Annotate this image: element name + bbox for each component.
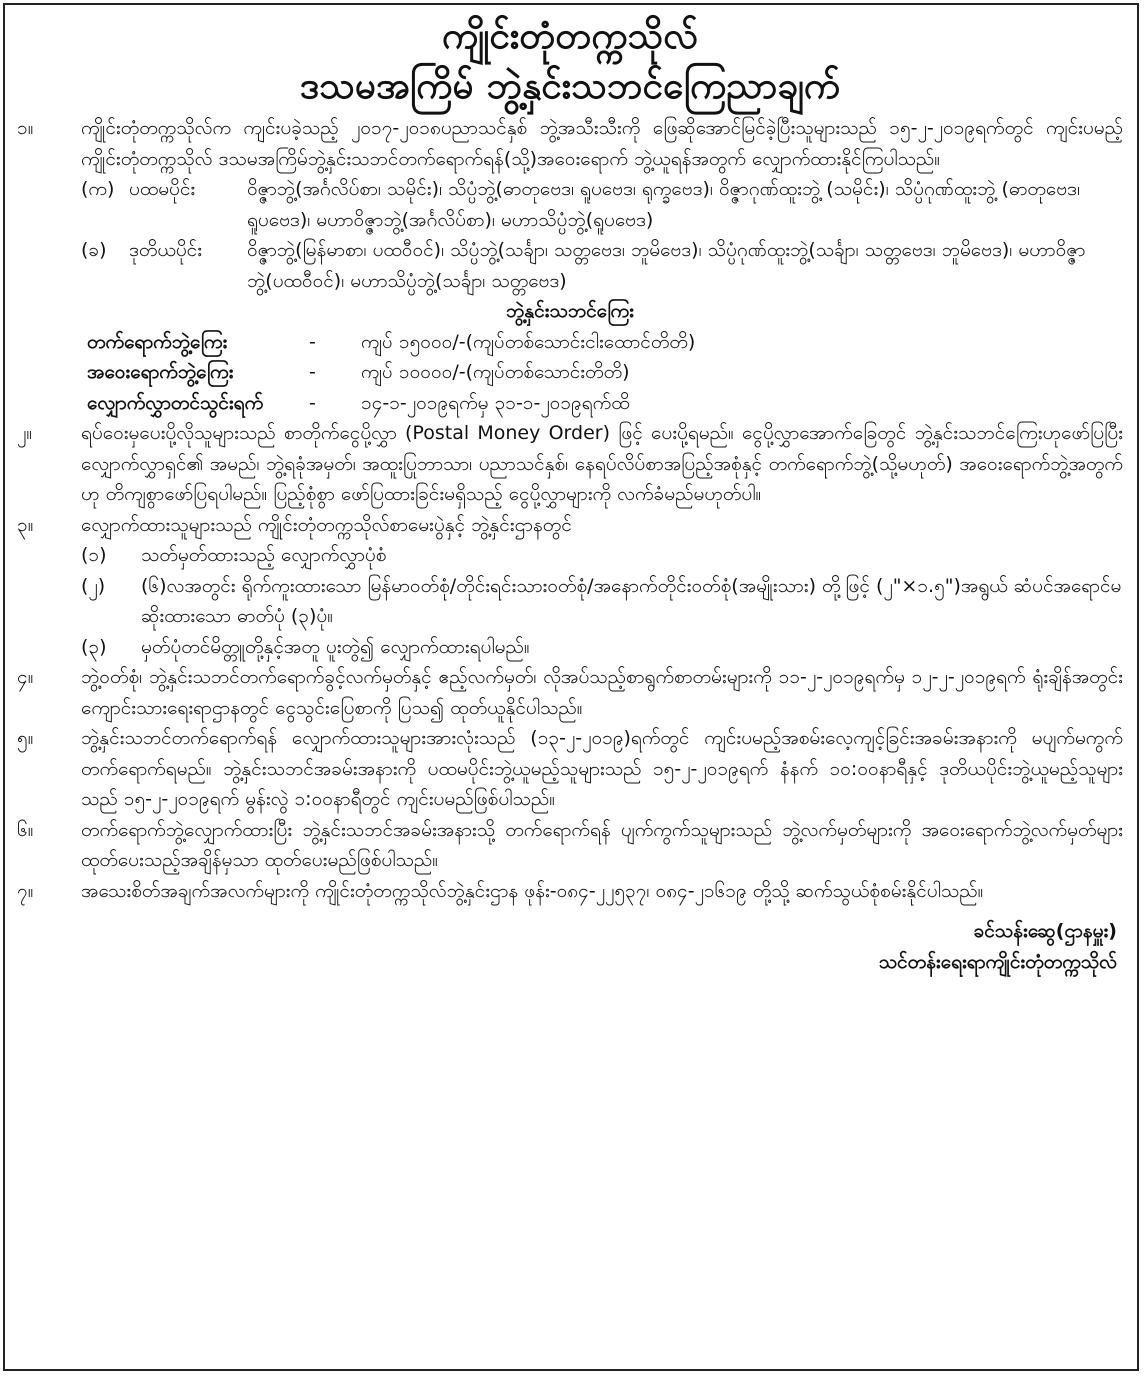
fees-heading: ဘွဲ့နှင်းသဘင်ကြေး: [506, 300, 634, 322]
paragraph-text: ရပ်ဝေးမှပေးပို့လိုသူများသည် စာတိုက်ငွေပို့လွှာ (Postal Money Order) ဖြင့် ပေးပို့ရမည်။ ငွေပို့လွှာအောက်ခြေတွင် ဘွဲ့နှင်းသဘင်ကြေးဟုဖော်ပြပြီး လျှောက်လွှာရှင်၏ အမည်၊ ဘွဲ့ရခုံအမှတ်၊ အထူးပြုဘာသာ၊ ပညာသင်နှစ်၊ နေရပ်လိပ်စာအပြည့်အစုံနှင့် တက်ရောက်ဘွဲ့(သို့မဟုတ်) အဝေးရောက်ဘွဲ့အတွက်ဟု တိကျစွာဖော်ပြရပါမည်။ ပြည့်စုံစွာ ဖော်ပြထားခြင်းမရှိသည့် ငွေပို့လွှာများကို လက်ခံမည်မဟုတ်ပါ။: [81, 422, 1123, 505]
document-list: [17, 540, 1123, 662]
item-text: ဝိဇ္ဇာဘွဲ့(အင်္ဂလိပ်စာ၊ သမိုင်း)၊ သိပ္ပံဘွဲ့(ဓာတုဗေဒ၊ ရူပဗေဒ၊ ရုက္ခဗေဒ)၊ ဝိဇ္ဇာဂုဏ်ထူးဘွဲ့ (သမိုင်း)၊ သိပ္ပံဂုဏ်ထူးဘွဲ့ (ဓာတုဗေဒ၊ ရူပဗေဒ)၊ မဟာဝိဇ္ဇာဘွဲ့(အင်္ဂလိပ်စာ)၊ မဟာသိပ္ပံဘွဲ့(ရူပဗေဒ): [247, 178, 1080, 231]
paragraph-4: [17, 662, 1123, 723]
paragraph-number: ၃။: [17, 513, 34, 536]
paragraph-text: အသေးစိတ်အချက်အလက်များကို ကျိုင်းတုံတက္ကသိုလ်ဘွဲ့နှင်းဌာန ဖုန်း-၀၈၄-၂၂၅၃၇၊ ၀၈၄-၂၁၆၁၉ တို့သို့ ဆက်သွယ်စုံစမ်းနိုင်ပါသည်။: [81, 879, 984, 902]
item-group: ပထမပိုင်း: [129, 178, 196, 200]
title-line-1: ကျိုင်းတုံတက္ကသိုလ်: [441, 14, 698, 57]
fee-key: အဝေးရောက်ဘွဲ့ကြေး: [87, 361, 234, 383]
fee-dash: -: [309, 330, 316, 353]
signatory-name: ခင်သန်းဆွေ(ဌာနမှူး): [973, 920, 1117, 942]
signatory-office: သင်တန်းရေးရာကျိုင်းတုံတက္ကသိုလ်: [878, 950, 1117, 973]
degree-list: [17, 174, 1123, 296]
paragraph-text: လျှောက်ထားသူများသည် ကျိုင်းတုံတက္ကသိုလ်စာမေးပွဲနှင့် ဘွဲ့နှင်းဌာနတွင်: [81, 513, 572, 536]
paragraph-text: ကျိုင်းတုံတက္ကသိုလ်က ကျင်းပခဲ့သည့် ၂၀၁၇-၂၀၁၈ပညာသင်နှစ် ဘွဲ့အသီးသီးကို ဖြေဆိုအောင်မြင်ခဲ့ပြီးသူများသည် ၁၅-၂-၂၀၁၉ရက်တွင် ကျင်းပမည့် ကျိုင်းတုံတက္ကသိုလ် ဒသမအကြိမ်ဘွဲ့နှင်းသဘင်တက်ရောက်ရန်(သို့)အဝေးရောက် ဘွဲ့ယူရန်အတွက် လျှောက်ထားနိုင်ကြပါသည်။: [81, 117, 1123, 170]
paragraph-7: [17, 876, 1123, 907]
item-text: သတ်မှတ်ထားသည့် လျှောက်လွှာပုံစံ: [141, 544, 387, 566]
item-text: (၆)လအတွင်း ရိုက်ကူးထားသော မြန်မာဝတ်စုံ/တိုင်းရင်းသားဝတ်စုံ/အနောက်တိုင်းဝတ်စုံ(အမျိုးသား) တို့ဖြင့် (၂"×၁.၅")အရွယ် ဆံပင်အရောင်မဆိုးထားသော ဓာတ်ပုံ (၃)ပုံ။: [141, 574, 1122, 627]
paragraph-2: [17, 418, 1123, 510]
item-label: (ခ): [81, 239, 107, 261]
paragraph-number: ၁။: [17, 117, 34, 139]
fee-key: လျှောက်လွှာတင်သွင်းရက်: [87, 391, 264, 414]
list-item: [81, 174, 1123, 235]
list-item: [81, 571, 1123, 632]
fee-dash: -: [309, 361, 316, 383]
paragraph-6: [17, 815, 1123, 876]
fee-value: ကျပ် ၁၅၀၀၀/-(ကျပ်တစ်သောင်းငါးထောင်တိတိ): [361, 330, 696, 353]
item-label: (၂): [81, 574, 106, 597]
fee-value: ကျပ် ၁၀၀၀၀/-(ကျပ်တစ်သောင်းတိတိ): [361, 361, 630, 383]
paragraph-1: [17, 113, 1123, 174]
announcement-page: [3, 3, 1139, 1371]
paragraph-number: ၂။: [17, 422, 33, 444]
fee-key: တက်ရောက်ဘွဲ့ကြေး: [87, 330, 228, 353]
paragraph-3: [17, 510, 1123, 541]
item-label: (က): [81, 178, 115, 200]
paragraph-text: ဘွဲ့ဝတ်စုံ၊ ဘွဲ့နှင်းသဘင်တက်ရောက်ခွင့်လက်မှတ်နှင့် ဧည့်လက်မှတ်၊ လိုအပ်သည့်စာရွက်စာတမ်းများကို ၁၁-၂-၂၀၁၉ရက်မှ ၁၂-၂-၂၀၁၉ရက် ရုံးချိန်အတွင်း ကျောင်းသားရေးရာဌာနတွင် ငွေသွင်းပြေစာကို ပြသ၍ ထုတ်ယူနိုင်ပါသည်။: [81, 666, 1123, 719]
list-item: [81, 632, 1123, 663]
paragraph-number: ၅။: [17, 727, 34, 749]
fee-row: [17, 327, 1123, 358]
item-text: ဝိဇ္ဇာဘွဲ့(မြန်မာစာ၊ ပထဝီဝင်)၊ သိပ္ပံဘွဲ့(သင်္ချာ၊ သတ္တဗေဒ၊ ဘူမိဗေဒ)၊ သိပ္ပံဂုဏ်ထူးဘွဲ့(သင်္ချာ၊ သတ္တဗေဒ၊ ဘူမိဗေဒ)၊ မဟာဝိဇ္ဇာဘွဲ့(ပထဝီဝင်)၊ မဟာသိပ္ပံဘွဲ့(သင်္ချာ၊ သတ္တဗေဒ): [247, 239, 1086, 292]
item-label: (၃): [81, 635, 107, 658]
fee-row: [17, 388, 1123, 419]
fee-dash: -: [309, 391, 316, 414]
item-text: မှတ်ပုံတင်မိတ္တူတို့နှင့်အတူ ပူးတွဲ၍ လျှောက်ထားရပါမည်။: [141, 635, 530, 658]
title-line-2: ဒသမအကြိမ် ဘွဲ့နှင်းသဘင်ကြေညာချက်: [299, 64, 841, 107]
fee-row: [17, 357, 1123, 388]
paragraph-text: တက်ရောက်ဘွဲ့လျှောက်ထားပြီး ဘွဲ့နှင်းသဘင်အခမ်းအနားသို့ တက်ရောက်ရန် ပျက်ကွက်သူများသည် ဘွဲ့လက်မှတ်များကို အဝေးရောက်ဘွဲ့လက်မှတ်များ ထုတ်ပေးသည့်အချိန်မှသာ ထုတ်ပေးမည်ဖြစ်ပါသည်။: [81, 818, 1123, 871]
list-item: [81, 235, 1123, 296]
paragraph-number: ၆။: [17, 818, 34, 841]
fee-value: ၁၄-၁-၂၀၁၉ရက်မှ ၃၁-၁-၂၀၁၉ရက်ထိ: [361, 391, 630, 414]
paragraph-text: ဘွဲ့နှင်းသဘင်တက်ရောက်ရန် လျှောက်ထားသူများအားလုံးသည် (၁၃-၂-၂၀၁၉)ရက်တွင် ကျင်းပမည့်အစမ်းလေ့ကျင့်ခြင်းအခမ်းအနားကို မပျက်မကွက်တက်ရောက်ရမည်။ ဘွဲ့နှင်းသဘင်အခမ်းအနားကို ပထမပိုင်းဘွဲ့ယူမည့်သူများသည် ၁၅-၂-၂၀၁၉ရက် နံနက် ၁၀:၀၀နာရီနှင့် ဒုတိယပိုင်းဘွဲ့ယူမည့်သူများသည် ၁၅-၂-၂၀၁၉ရက် မွန်းလွဲ ၁:၀၀နာရီတွင် ကျင်းပမည်ဖြစ်ပါသည်။: [81, 727, 1123, 810]
paragraph-5: [17, 723, 1123, 815]
item-group: ဒုတိယပိုင်း: [129, 239, 203, 261]
paragraph-number: ၄။: [17, 666, 34, 688]
paragraph-number: ၇။: [17, 879, 34, 902]
list-item: [81, 540, 1123, 571]
item-label: (၁): [81, 544, 107, 566]
